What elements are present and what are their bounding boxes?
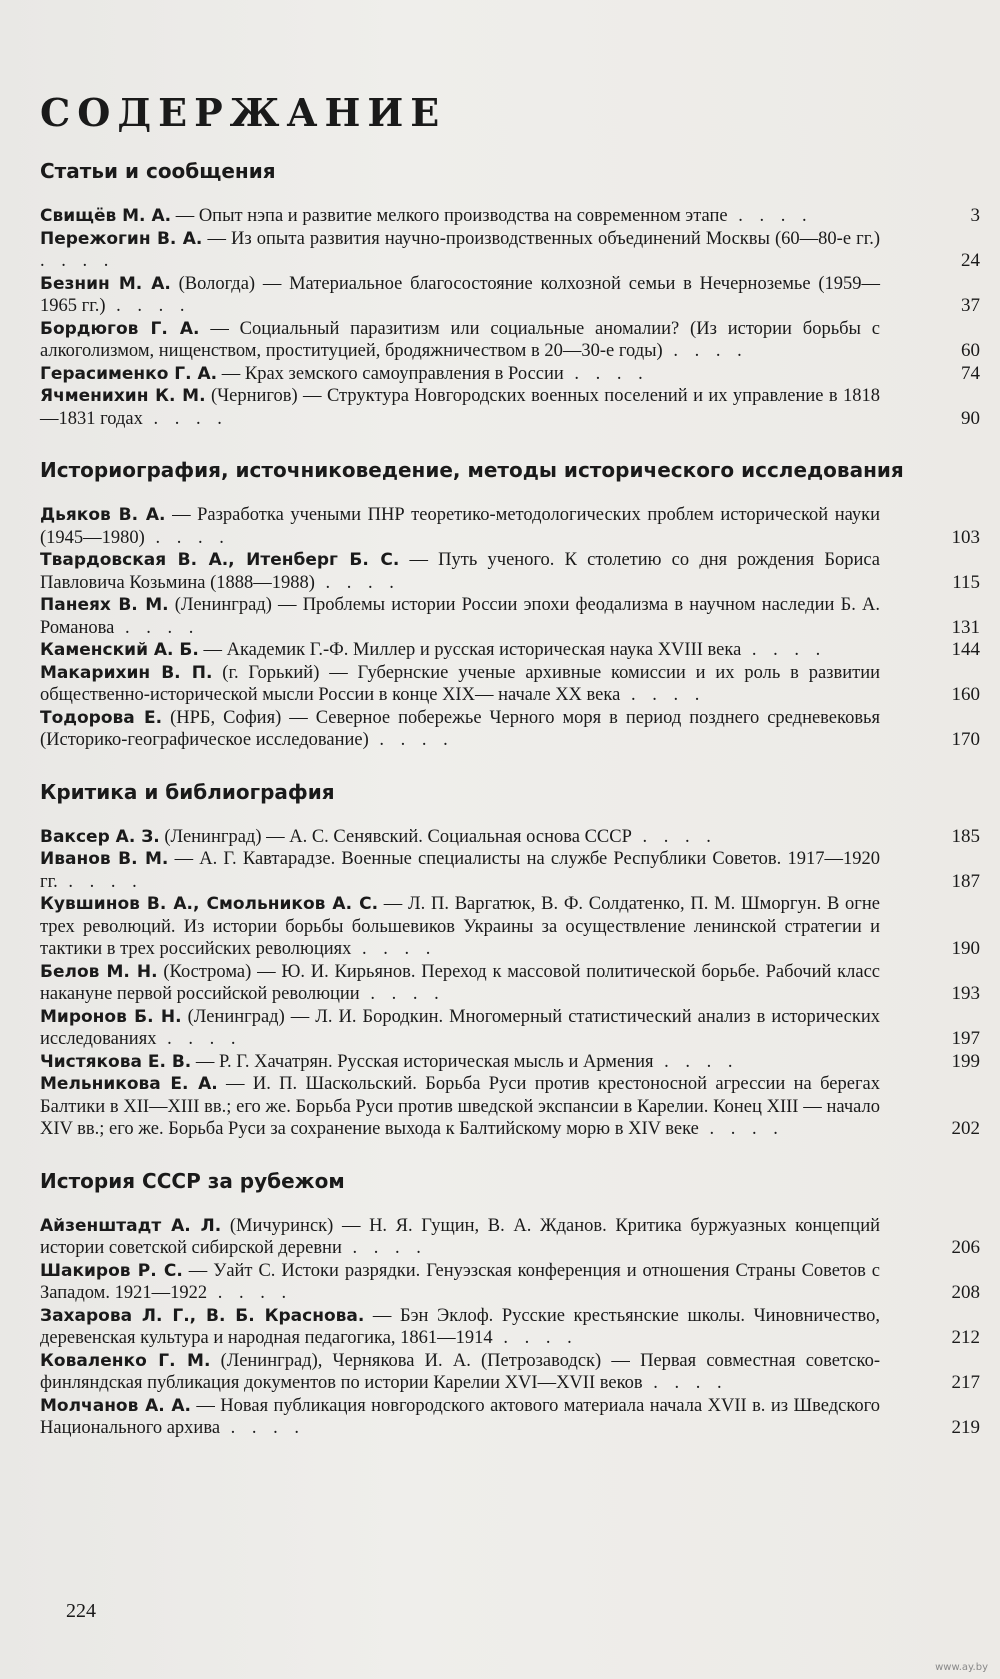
contents-section: [40, 778, 980, 1141]
entry-author: Твардовская В. А., Итенберг Б. С.: [40, 550, 400, 570]
leader-dots: . . . .: [341, 1238, 427, 1258]
entry-text: [40, 594, 940, 639]
entry-text: [40, 363, 940, 386]
entry-text: [40, 273, 940, 318]
entry-author: Бордюгов Г. А.: [40, 318, 200, 339]
entry-title: — Бэн Эклоф. Русские крестьянские школы. Чиновничество, деревенская культура и народная педагогика, 1861—1914: [40, 1305, 880, 1348]
entry-title: (Ленинград), Чернякова И. А. (Петрозаводск) — Первая совместная советско-финляндская публикация документов по истории Карелии XVI—XVII веков: [40, 1350, 880, 1393]
entry-text: [40, 662, 940, 707]
entry-text: [40, 1051, 940, 1074]
entry-author: Чистякова Е. В.: [40, 1051, 192, 1072]
entry-page-number: 103: [951, 526, 980, 548]
toc-entry: [40, 273, 980, 318]
toc-entry: [40, 707, 980, 752]
entry-text: [40, 205, 940, 228]
entry-author: Айзенштадт А. Л.: [40, 1215, 222, 1236]
entry-page-number: 160: [951, 684, 980, 705]
entry-title: — Крах земского самоуправления в России: [221, 363, 564, 384]
leader-dots: . . . .: [741, 640, 827, 660]
entry-page-number: 190: [951, 938, 980, 959]
leader-dots: . . . .: [156, 1029, 242, 1049]
entry-text: [40, 1395, 940, 1440]
entry-text: [40, 549, 940, 594]
entry-author: Свищёв М. А.: [40, 206, 172, 226]
entry-author: Молчанов А. А.: [40, 1395, 191, 1416]
toc-entry: [40, 961, 980, 1006]
leader-dots: . . . .: [207, 1283, 293, 1303]
entry-author: Кувшинов В. А., Смольников А. С.: [40, 894, 379, 914]
leader-dots: . . . .: [642, 1373, 728, 1393]
entry-text: [40, 639, 940, 662]
entry-page-number: 212: [951, 1327, 980, 1348]
leader-dots: . . . .: [359, 984, 445, 1004]
entry-text: [40, 1350, 940, 1395]
entry-page-number: 199: [951, 1050, 980, 1072]
leader-dots: . . . .: [351, 939, 437, 959]
entry-author: Панеях В. М.: [40, 595, 169, 615]
entry-text: [40, 848, 940, 893]
entry-author: Шакиров Р. С.: [40, 1260, 183, 1281]
section-title: Статьи и сообщения: [40, 159, 276, 183]
entry-page-number: 217: [951, 1372, 980, 1393]
entry-text: [40, 1215, 940, 1260]
entry-text: [40, 1006, 940, 1051]
toc-entry: [40, 1215, 980, 1260]
entry-title: — Академик Г.-Ф. Миллер и русская историческая наука XVIII века: [203, 640, 742, 660]
leader-dots: . . . .: [631, 826, 717, 847]
leader-dots: . . . .: [653, 1051, 739, 1072]
entry-title: (Чернигов) — Структура Новгородских военных поселений и их управление в 1818—1831 годах: [40, 386, 880, 429]
entry-title: — Р. Г. Хачатрян. Русская историческая мысль и Армения: [195, 1051, 654, 1072]
entry-author: Иванов В. М.: [40, 849, 169, 869]
entry-page-number: 208: [951, 1282, 980, 1303]
entry-page-number: 187: [951, 870, 980, 892]
entry-title: — Опыт нэпа и развитие мелкого производства на современном этапе: [175, 206, 728, 226]
contents-section: [40, 157, 980, 430]
entry-text: [40, 318, 940, 363]
entry-text: [40, 228, 940, 273]
toc-entry: [40, 662, 980, 707]
entry-page-number: 115: [952, 571, 980, 593]
entry-page-number: 37: [961, 295, 980, 316]
entry-title: (Ленинград) — Проблемы истории России эпохи феодализма в научном наследии Б. А. Романова: [40, 595, 881, 638]
entry-page-number: 197: [951, 1028, 980, 1049]
entry-author: Захарова Л. Г., В. Б. Краснова.: [40, 1305, 365, 1326]
contents-section: [40, 456, 980, 752]
entry-text: [40, 504, 940, 549]
toc-entry: [40, 549, 980, 594]
leader-dots: . . . .: [368, 730, 454, 750]
page-number-footer: 224: [66, 1600, 96, 1622]
entry-author: Ячменихин К. М.: [40, 386, 206, 406]
toc-entry: [40, 639, 980, 662]
entry-page-number: 3: [970, 205, 980, 226]
entry-author: Дьяков В. А.: [40, 505, 166, 525]
entry-title: — Л. П. Варгатюк, В. Ф. Солдатенко, П. М. Шморгун. В огне трех революций. Из истории борьбы большевиков Украины за осуществление ленинской стратегии и тактики в трех российских революциях: [40, 894, 880, 959]
entry-page-number: 131: [951, 616, 980, 638]
entry-text: [40, 1305, 940, 1350]
leader-dots: . . . .: [57, 871, 143, 892]
entry-title: (Ленинград) — А. С. Сенявский. Социальная основа СССР: [164, 826, 632, 847]
leader-dots: . . . .: [314, 572, 400, 593]
entry-author: Коваленко Г. М.: [40, 1350, 211, 1371]
entry-title: — Разработка учеными ПНР теоретико-методологических проблем исторической науки (1945—1980): [40, 505, 880, 548]
toc-entry: [40, 893, 980, 961]
toc-entry: [40, 1073, 980, 1141]
entry-page-number: 206: [951, 1237, 980, 1258]
toc-entry: [40, 594, 980, 639]
entry-title: — Из опыта развития научно-производственных объединений Москвы (60—80-е гг.): [207, 228, 881, 249]
leader-dots: . . . .: [727, 206, 813, 226]
entry-page-number: 74: [961, 362, 980, 384]
toc-entry: [40, 1395, 980, 1440]
entry-title: (Вологда) — Материальное благосостояние колхозной семьи в Нечерноземье (1959—1965 гг.): [40, 273, 880, 316]
toc-entry: [40, 385, 980, 430]
leader-dots: . . . .: [492, 1328, 578, 1348]
entry-author: Макарихин В. П.: [40, 662, 213, 683]
entry-title: — Социальный паразитизм или социальные аномалии? (Из истории борьбы с алкоголизмом, нищенством, проституцией, бродяжничеством в 20—30-е годы): [40, 318, 881, 361]
watermark: www.ay.by: [935, 1662, 988, 1673]
entry-page-number: 60: [961, 340, 980, 361]
entry-title: (Кострома) — Ю. И. Кирьянов. Переход к массовой политической борьбе. Рабочий класс накануне первой российской революции: [40, 961, 880, 1004]
entry-author: Каменский А. Б.: [40, 640, 199, 660]
entry-page-number: 24: [961, 250, 980, 271]
entry-text: [40, 893, 940, 961]
entry-text: [40, 826, 940, 849]
entry-author: Тодорова Е.: [40, 707, 163, 728]
contents-section: [40, 1167, 980, 1440]
toc-entry: [40, 1350, 980, 1395]
toc-entry: [40, 205, 980, 228]
entry-text: [40, 1073, 940, 1141]
entry-title: (НРБ, София) — Северное побережье Черного моря в период позднего средневековья (Историко-географическое исследование): [40, 707, 880, 750]
entry-author: Герасименко Г. А.: [40, 363, 218, 384]
toc-entry: [40, 228, 980, 273]
entry-title: (г. Горький) — Губернские ученые архивные комиссии и их роль в развитии общественно-исторической мысли России в конце XIX— начале XX века: [40, 662, 880, 705]
leader-dots: . . . .: [105, 296, 191, 316]
entry-page-number: 90: [961, 407, 980, 429]
entry-author: Ваксер А. З.: [40, 826, 160, 847]
entry-text: [40, 961, 940, 1006]
leader-dots: . . . .: [563, 363, 649, 384]
leader-dots: . . . .: [620, 685, 706, 705]
leader-dots: . . . .: [40, 251, 115, 271]
toc-entry: [40, 1260, 980, 1305]
entry-page-number: 144: [951, 639, 980, 660]
entry-text: [40, 1260, 940, 1305]
section-title: Критика и библиография: [40, 779, 335, 804]
entry-page-number: 202: [951, 1118, 980, 1139]
leader-dots: . . . .: [114, 617, 200, 638]
section-title: Историография, источниковедение, методы исторического исследования: [40, 458, 904, 482]
entry-title: — И. П. Шаскольский. Борьба Руси против крестоносной агрессии на берегах Балтики в XII—XIII вв.; его же. Борьба Руси против шведской экспансии в Карелии. Конец XIII — начало XIV вв.; его же. Борьба Руси за сохранение выхода к Балтийскому морю в XIV веке: [40, 1074, 880, 1139]
section-title: История СССР за рубежом: [40, 1168, 345, 1193]
entry-page-number: 170: [951, 729, 980, 750]
entry-page-number: 193: [951, 983, 980, 1004]
entry-title: — А. Г. Кавтарадзе. Военные специалисты на службе Республики Советов. 1917—1920 гг.: [40, 849, 880, 892]
contents-list: [40, 157, 980, 1440]
leader-dots: . . . .: [662, 341, 748, 361]
entry-author: Миронов Б. Н.: [40, 1006, 182, 1027]
entry-page-number: 185: [951, 825, 980, 847]
leader-dots: . . . .: [142, 408, 228, 429]
entry-author: Мельникова Е. А.: [40, 1074, 218, 1094]
entry-page-number: 219: [951, 1417, 980, 1438]
entry-title: — Уайт С. Истоки разрядки. Генуэзская конференция и отношения Страны Советов с Западом. 1921—1922: [40, 1260, 880, 1303]
entry-author: Белов М. Н.: [40, 961, 158, 982]
toc-entry: [40, 318, 980, 363]
leader-dots: . . . .: [698, 1119, 784, 1139]
toc-entry: [40, 1006, 980, 1051]
leader-dots: . . . .: [144, 527, 230, 548]
toc-entry: [40, 848, 980, 893]
entry-title: — Новая публикация новгородского актового материала начала XVII в. из Шведского Национального архива: [40, 1395, 880, 1438]
entry-title: (Ленинград) — Л. И. Бородкин. Многомерный статистический анализ в исторических исследованиях: [40, 1006, 881, 1049]
toc-entry: [40, 1305, 980, 1350]
entry-text: [40, 385, 940, 430]
toc-entry: [40, 825, 980, 849]
page-title: СОДЕРЖАНИЕ: [40, 90, 447, 135]
leader-dots: . . . .: [220, 1418, 306, 1438]
entry-text: [40, 707, 940, 752]
entry-author: Пережогин В. А.: [40, 228, 203, 249]
toc-entry: [40, 1050, 980, 1074]
entry-author: Безнин М. А.: [40, 273, 171, 294]
entry-title: (Мичуринск) — Н. Я. Гущин, В. А. Жданов. Критика буржуазных концепций истории советской сибирской деревни: [40, 1215, 880, 1258]
entry-title: — Путь ученого. К столетию со дня рождения Бориса Павловича Козьмина (1888—1988): [40, 550, 880, 593]
toc-entry: [40, 362, 980, 386]
toc-entry: [40, 504, 980, 549]
